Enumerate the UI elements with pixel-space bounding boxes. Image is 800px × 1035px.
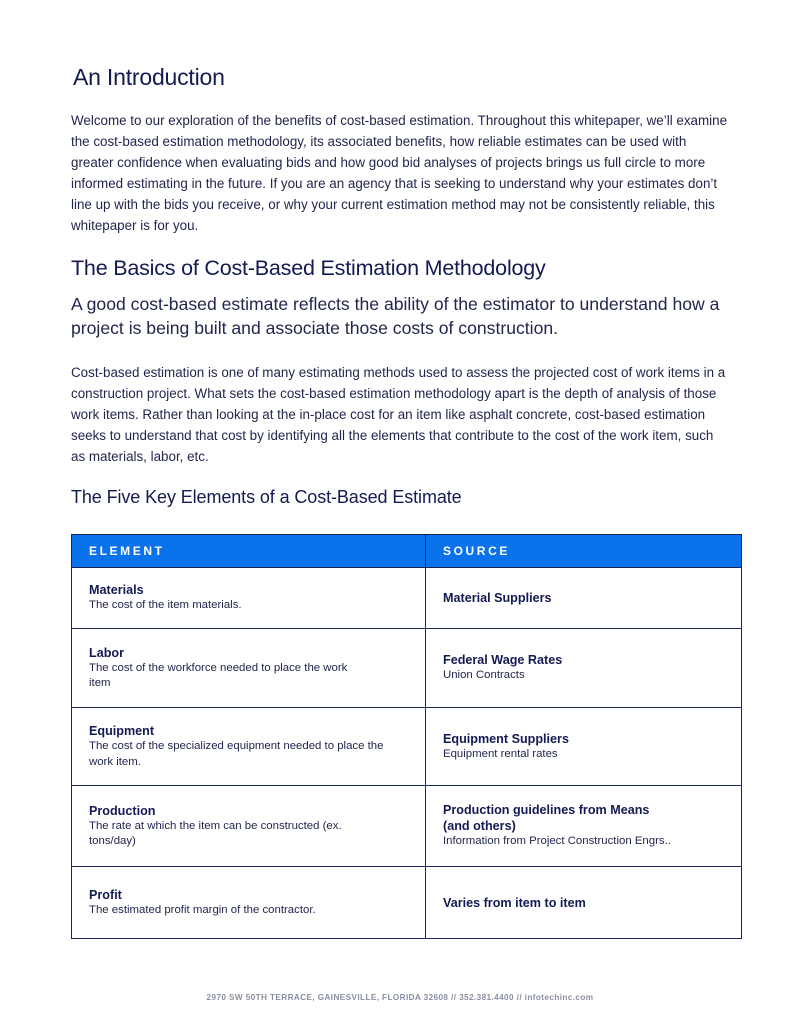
table-header <box>72 535 742 568</box>
intro-heading: An Introduction <box>73 64 225 90</box>
five-elements-heading: The Five Key Elements of a Cost-Based Estimate <box>71 487 462 507</box>
basics-heading: The Basics of Cost-Based Estimation Methodology <box>71 256 546 280</box>
source-description: Equipment rental rates <box>443 747 558 760</box>
source-title: Material Suppliers <box>443 591 552 605</box>
element-cell <box>72 568 426 629</box>
table-row <box>72 568 742 629</box>
element-column-header: ELEMENT <box>72 535 426 568</box>
elements-table <box>71 534 742 939</box>
element-cell <box>72 786 426 867</box>
source-cell <box>426 867 742 939</box>
element-cell <box>72 867 426 939</box>
source-title: Production guidelines from Means (and others) <box>443 803 650 834</box>
source-title: Equipment Suppliers <box>443 731 569 746</box>
source-title: Varies from item to item <box>443 895 586 910</box>
element-description: The rate at which the item can be constructed (ex. tons/day) <box>89 819 342 847</box>
intro-paragraph: Welcome to our exploration of the benefits of cost-based estimation. Throughout this whitepaper, we’ll examine the cost-based estimation methodology, its associated benefits, how reliable estimates can be used with greater confidence when evaluating bids and how good bid analyses of projects brings us full circle to more informed estimating in the future. If you are an agency that is seeking to understand why your estimates don’t line up with the bids you receive, or why your current estimation method may not be consistently reliable, this whitepaper is for you. <box>71 113 728 233</box>
source-cell <box>426 629 742 708</box>
source-cell <box>426 786 742 867</box>
source-cell <box>426 568 742 629</box>
source-title: Federal Wage Rates <box>443 653 563 668</box>
basics-lead: A good cost-based estimate reflects the ability of the estimator to understand how a project is being built and associate those costs of construction. <box>71 294 720 338</box>
element-title: Equipment <box>89 724 155 738</box>
element-cell <box>72 708 426 786</box>
element-description: The cost of the specialized equipment needed to place the work item. <box>89 740 384 768</box>
source-cell <box>426 708 742 786</box>
element-title: Profit <box>89 887 122 902</box>
element-title: Materials <box>89 583 144 598</box>
element-description: The cost of the workforce needed to place the work item <box>89 661 348 689</box>
element-description: The cost of the item materials. <box>89 599 242 612</box>
element-title: Production <box>89 803 156 818</box>
element-description: The estimated profit margin of the contractor. <box>89 903 316 916</box>
element-title: Labor <box>89 645 124 660</box>
table-header-row <box>72 535 742 568</box>
table-row <box>72 629 742 708</box>
table-row <box>72 867 742 939</box>
page-footer: 2970 SW 50TH TERRACE, GAINESVILLE, FLORIDA 32608 // 352.381.4400 // infotechinc.com <box>206 993 594 1002</box>
basics-paragraph: Cost-based estimation is one of many estimating methods used to assess the projected cost of work items in a construction project. What sets the cost-based estimation methodology apart is the depth of analysis of those work items. Rather than looking at the in-place cost for an item like asphalt concrete, cost-based estimation seeks to understand that cost by identifying all the elements that contribute to the cost of the work item, such as materials, labor, etc. <box>71 365 726 464</box>
source-description: Union Contracts <box>443 669 525 682</box>
element-cell <box>72 629 426 708</box>
table-row <box>72 786 742 867</box>
source-description: Information from Project Construction Engrs.. <box>443 835 671 848</box>
source-column-header: SOURCE <box>426 535 742 568</box>
table-row <box>72 708 742 786</box>
